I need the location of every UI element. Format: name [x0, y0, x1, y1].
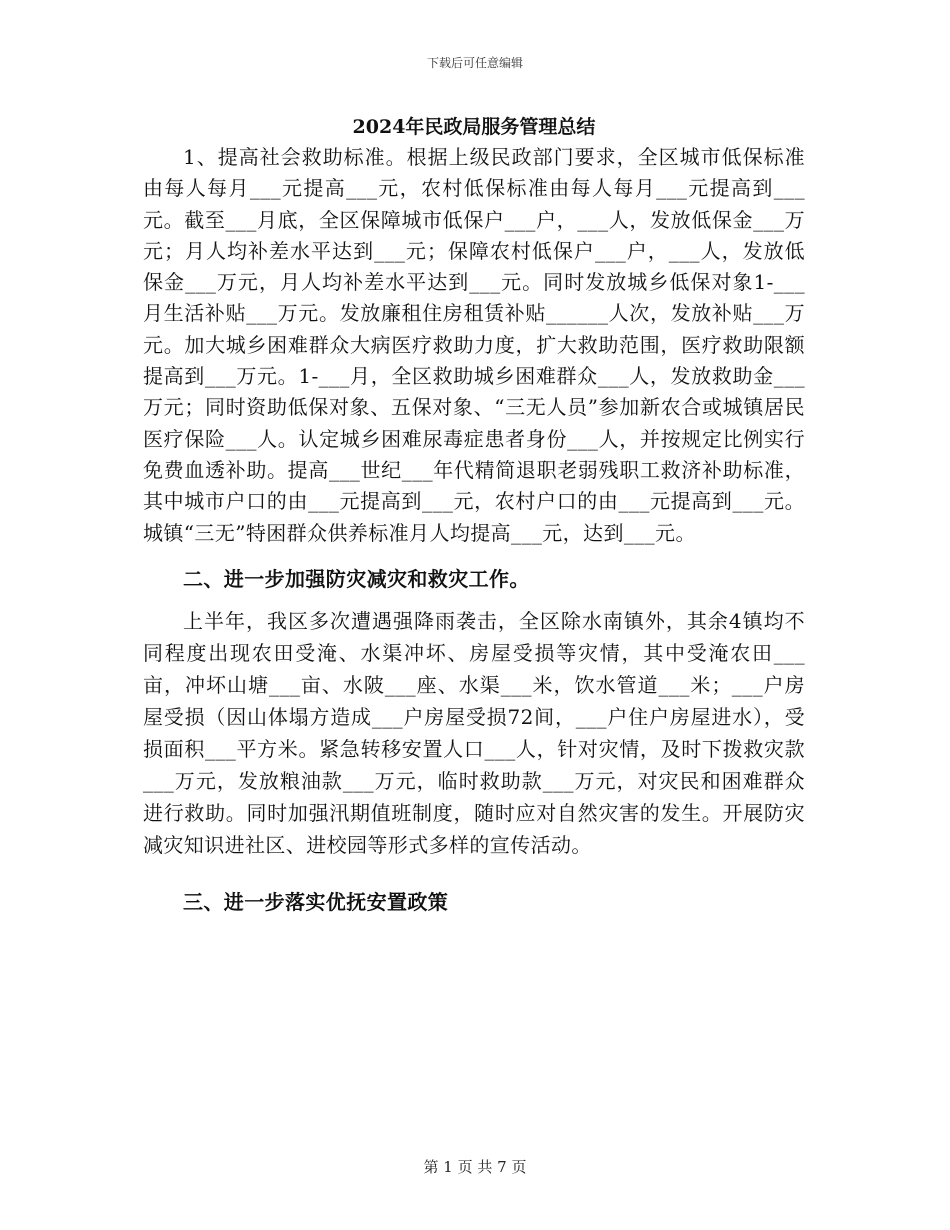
document-title: 2024年民政局服务管理总结 [352, 116, 596, 138]
paragraph-social-assistance: 1、提高社会救助标准。根据上级民政部门要求，全区城市低保标准由每人每月___元提高___元，农村低保标准由每人每月___元提高到___元。截至___月底，全区保障城市低保户___户，___人，发放低保金___万元；月人均补差水平达到___元；保障农村低保户___户，___人，发放低保金___万元，月人均补差水平达到___元。同时发放城乡低保对象1-___月生活补贴___万元。发放廉租住房租赁补贴______人次，发放补贴___万元。加大城乡困难群众大病医疗救助力度，扩大救助范围，医疗救助限额提高到___万元。1-___月，全区救助城乡困难群众___人，发放救助金___万元；同时资助低保对象、五保对象、“三无人员”参加新农合或城镇居民医疗保险___人。认定城乡困难尿毒症患者身份___人，并按规定比例实行免费血透补助。提高___世纪___年代精简退职老弱残职工救济补助标准，其中城市户口的由___元提高到___元，农村户口的由___元提高到___元。城镇“三无”特困群众供养标准月人均提高___元，达到___元。 [143, 145, 805, 545]
section-heading-preferential-care: 三、进一步落实优抚安置政策 [183, 889, 449, 914]
header-note: 下载后可任意编辑 [426, 56, 523, 70]
page-indicator: 第 1 页 共 7 页 [423, 1158, 527, 1176]
section-heading-disaster-relief: 二、进一步加强防灾减灾和救灾工作。 [183, 566, 530, 591]
paragraph-disaster-relief: 上半年，我区多次遭遇强降雨袭击，全区除水南镇外，其余4镇均不同程度出现农田受淹、水渠冲坏、房屋受损等灾情，其中受淹农田___亩，冲坏山塘___亩、水陂___座、水渠___米，饮水管道___米；___户房屋受损（因山体塌方造成___户房屋受损72间，___户住户房屋进水），受损面积___平方米。紧急转移安置人口___人，针对灾情，及时下拨救灾款___万元，发放粮油款___万元，临时救助款___万元，对灾民和困难群众进行救助。同时加强汛期值班制度，随时应对自然灾害的发生。开展防灾减灾知识进社区、进校园等形式多样的宣传活动。 [143, 608, 805, 857]
document-body [143, 112, 805, 918]
